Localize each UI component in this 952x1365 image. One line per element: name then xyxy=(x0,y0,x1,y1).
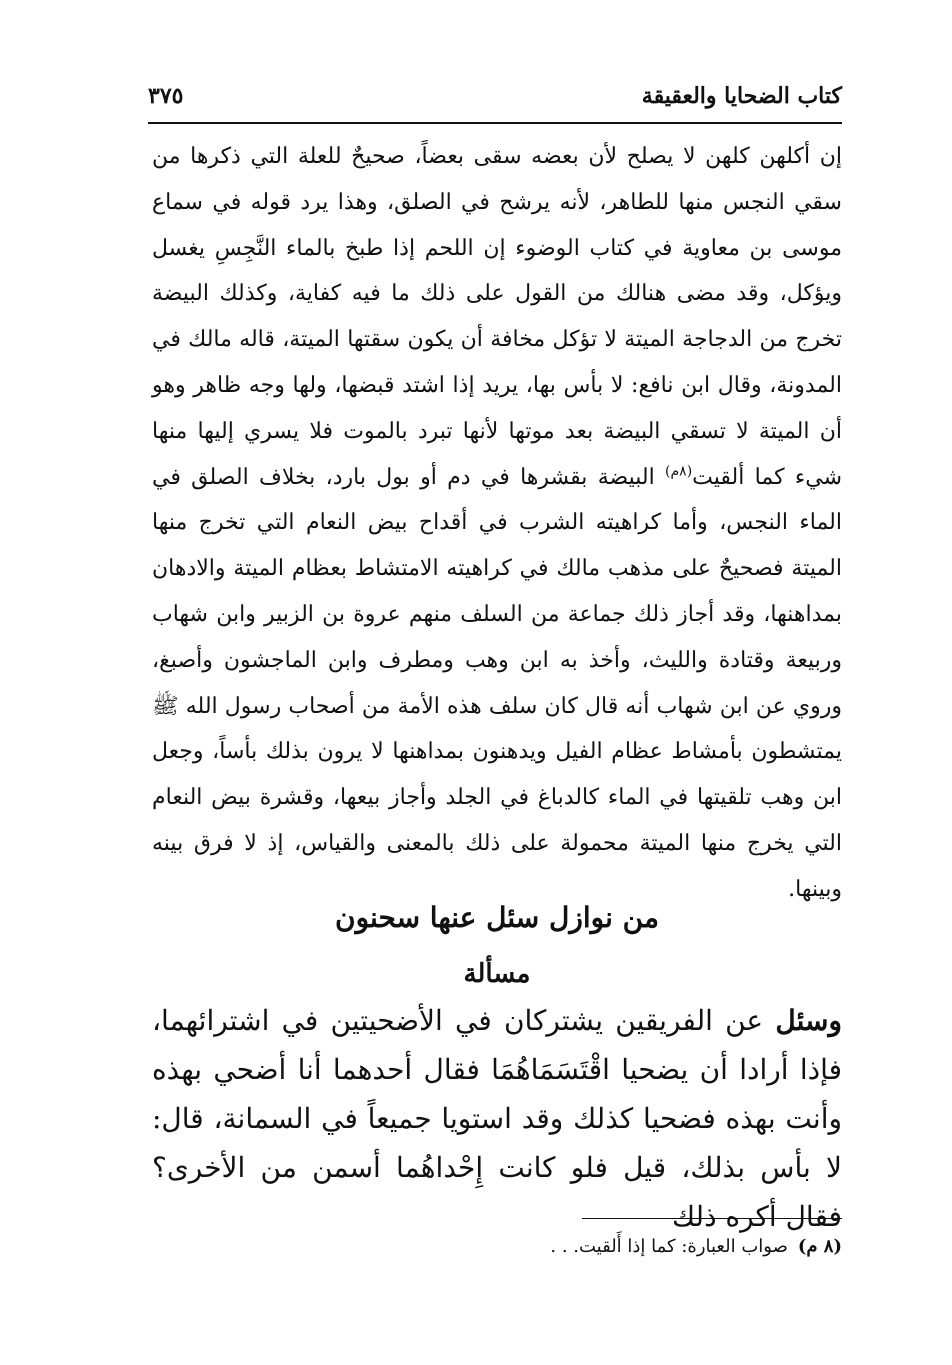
footnote-reference: (٨م) xyxy=(665,463,693,480)
masala-heading: مسألة xyxy=(463,959,531,989)
masala-lead-word: وسئل xyxy=(775,1004,842,1037)
footnote xyxy=(420,1232,842,1262)
commentary-text xyxy=(152,134,842,913)
text-before-note: إن أكلهن كلهن لا يصلح لأن بعضه سقى بعضاً، صحيحٌ للعلة التي ذكرها من سقي النجس منها للطاهر، لأنه يرشح في الصلق، وهذا يرد قوله في سماع موسى بن معاوية في كتاب الوضوء إن اللحم إذا طبخ بالماء النَّجِسِ يغسل ويؤكل، وقد مضى هنالك من القول على ذلك ما فيه كفاية، وكذلك البيضة تخرج من الدجاجة الميتة لا تؤكل مخافة أن يكون سقتها الميتة، قاله مالك في المدونة، وقال ابن نافع: لا بأس بها، يريد إذا اشتد قبضها، ولها وجه ظاهر وهو أن الميتة لا تسقي البيضة بعد موتها لأنها تبرد بالموت فلا يسري إليها منها شيء كما ألقيت xyxy=(152,144,843,490)
book-title: كتاب الضحايا والعقيقة xyxy=(641,83,842,109)
masala-text xyxy=(152,996,842,1241)
masala-paragraph xyxy=(152,996,842,1241)
running-header xyxy=(148,76,842,116)
commentary-paragraph xyxy=(152,134,842,913)
footnote-text: صواب العبارة: كما إذا أَلقيت. . . xyxy=(550,1236,788,1257)
section-heading: من نوازل سئل عنها سحنون xyxy=(335,901,659,934)
text-after-note: البيضة بقشرها في دم أو بول بارد، بخلاف الصلق في الماء النجس، وأما كراهيته الشرب في أقداح بيض النعام التي تخرج منها الميتة فصحيحٌ على مذهب مالك في كراهيته الامتشاط بعظام الميتة والادهان بمداهنها، وقد أجاز ذلك جماعة من السلف منهم عروة بن الزبير وابن شهاب وربيعة وقتادة والليث، وأخذ به ابن وهب ومطرف وابن الماجشون وأصبغ، وروي عن ابن شهاب أنه قال كان سلف هذه الأمة من أصحاب رسول الله ﷺ يمتشطون بأمشاط عظام الفيل ويدهنون بمداهنها لا يرون بذلك بأساً، وجعل ابن وهب تلقيتها في الماء كالدباغ في الجلد وأجاز بيعها، وقشرة بيض النعام التي يخرج منها الميتة محمولة على ذلك بالمعنى والقياس، إذ لا فرق بينه وبينها. xyxy=(152,464,842,902)
masala-body: عن الفريقين يشتركان في الأضحيتين في اشترائهما، فإذا أرادا أن يضحيا اقْتَسَمَاهُمَا فقال أحدهما أنا أضحي بهذه وأنت بهذه فضحيا كذلك وقد استويا جميعاً في السمانة، قال: لا بأس بذلك، قيل فلو كانت إِحْداهُما أسمن من الأخرى؟ فقال أكره ذلك xyxy=(152,1004,842,1233)
footnote-marker: (٨ م) xyxy=(797,1236,842,1257)
page-number: ٣٧٥ xyxy=(148,83,184,109)
footnote-rule xyxy=(582,1218,842,1219)
header-rule xyxy=(148,122,842,124)
